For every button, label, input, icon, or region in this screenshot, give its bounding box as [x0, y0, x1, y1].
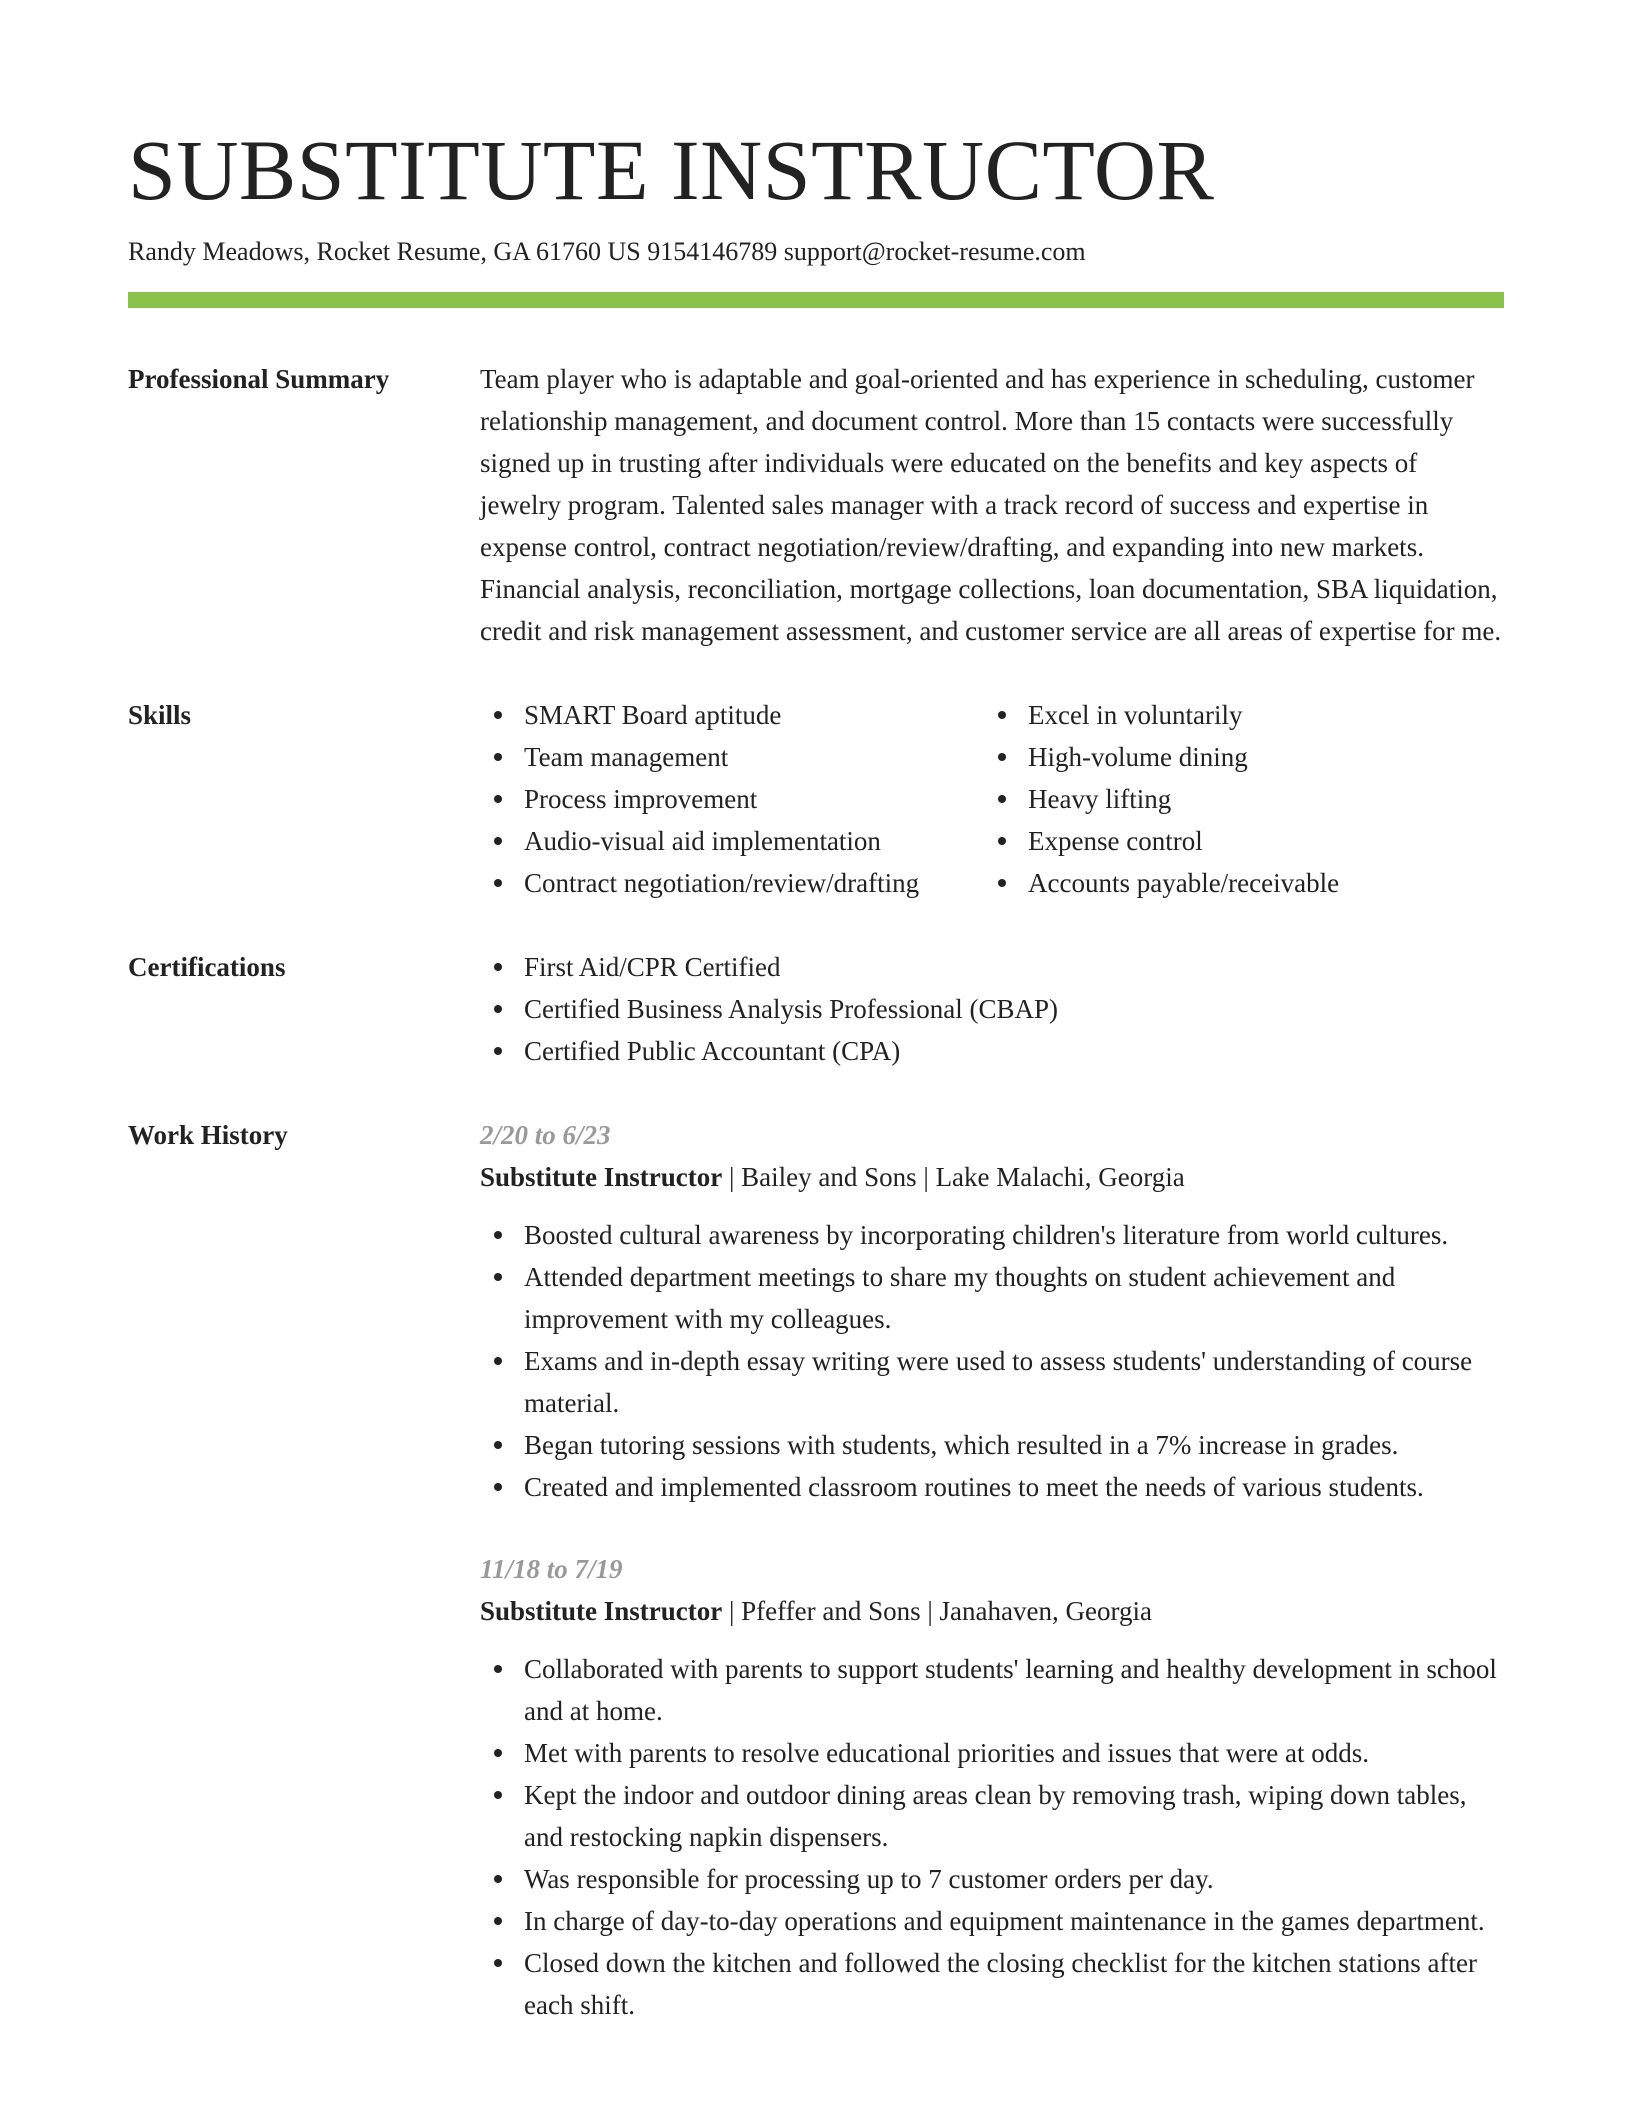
job-bullet-text: Was responsible for processing up to 7 customer orders per day. — [524, 1864, 1214, 1894]
job-bullet — [480, 1648, 1504, 1732]
bullet-dot-icon — [494, 1791, 502, 1799]
skill-item — [984, 862, 1339, 904]
job-bullet-text: Met with parents to resolve educational priorities and issues that were at odds. — [524, 1738, 1370, 1768]
skill-item — [984, 736, 1339, 778]
skills-column-right — [984, 694, 1339, 904]
job-bullet — [480, 1424, 1504, 1466]
skill-item — [984, 694, 1339, 736]
skill-item — [480, 862, 984, 904]
job-bullet-text: Created and implemented classroom routines to meet the needs of various students. — [524, 1472, 1424, 1502]
job-bullet — [480, 1942, 1504, 2026]
job-bullet-text: Boosted cultural awareness by incorporating children's literature from world cultures. — [524, 1220, 1449, 1250]
skills-body — [480, 694, 1504, 904]
bullet-dot-icon — [494, 1005, 502, 1013]
work-history-body — [480, 1114, 1504, 2026]
job-bullet — [480, 1774, 1504, 1858]
job-dates: 11/18 to 7/19 — [480, 1554, 623, 1584]
bullet-dot-icon — [998, 837, 1006, 845]
job-bullets — [480, 1648, 1504, 2026]
summary-body — [480, 358, 1504, 652]
skill-item-text: High-volume dining — [1028, 742, 1248, 772]
bullet-dot-icon — [494, 1231, 502, 1239]
job-bullet-text: In charge of day-to-day operations and equipment maintenance in the games department. — [524, 1906, 1485, 1936]
job-bullet — [480, 1340, 1504, 1424]
skills-column-left — [480, 694, 984, 904]
job-title: Substitute Instructor — [480, 1596, 723, 1626]
summary-text: Team player who is adaptable and goal-oriented and has experience in scheduling, customer relationship management, and document control. More than 15 contacts were successfully signed up in trusting after individuals were educated on the benefits and key aspects of jewelry program. Talented sales manager with a track record of success and expertise in expense control, contract negotiation/review/drafting, and expanding into new markets. Financial analysis, reconciliation, mortgage collections, loan documentation, SBA liquidation, credit and risk management assessment, and customer service are all areas of expertise for me. — [480, 364, 1502, 646]
job-entry — [480, 1548, 1504, 2026]
bullet-dot-icon — [494, 1357, 502, 1365]
job-bullet — [480, 1466, 1504, 1508]
bullet-dot-icon — [494, 1959, 502, 1967]
skill-item — [480, 778, 984, 820]
skills-grid — [480, 694, 1504, 904]
bullet-dot-icon — [494, 963, 502, 971]
bullet-dot-icon — [494, 879, 502, 887]
professional-summary-section — [128, 358, 1504, 652]
bullet-dot-icon — [494, 1917, 502, 1925]
bullet-dot-icon — [494, 837, 502, 845]
certifications-body — [480, 946, 1504, 1072]
bullet-dot-icon — [494, 1047, 502, 1055]
bullet-dot-icon — [494, 1875, 502, 1883]
job-bullet — [480, 1900, 1504, 1942]
contact-info: Randy Meadows, Rocket Resume, GA 61760 US 9154146789 support@rocket-resume.com — [128, 237, 1086, 266]
job-bullet-text: Exams and in-depth essay writing were used to assess students' understanding of course material. — [524, 1346, 1473, 1418]
certification-item — [480, 1030, 1504, 1072]
certification-item — [480, 946, 1504, 988]
bullet-dot-icon — [998, 795, 1006, 803]
skill-item — [984, 778, 1339, 820]
skill-item-text: Expense control — [1028, 826, 1203, 856]
certification-item — [480, 988, 1504, 1030]
job-bullet-text: Closed down the kitchen and followed the closing checklist for the kitchen stations after each shift. — [524, 1948, 1478, 2020]
job-title: Substitute Instructor — [480, 1162, 723, 1192]
section-heading-skills: Skills — [128, 700, 192, 730]
job-bullet-text: Kept the indoor and outdoor dining areas clean by removing trash, wiping down tables, and restocking napkin dispensers. — [524, 1780, 1467, 1852]
bullet-dot-icon — [494, 1665, 502, 1673]
certification-item-text: First Aid/CPR Certified — [524, 952, 781, 982]
accent-divider — [128, 292, 1504, 308]
job-header — [480, 1590, 1504, 1632]
bullet-dot-icon — [494, 1483, 502, 1491]
skill-item — [480, 736, 984, 778]
job-bullet — [480, 1858, 1504, 1900]
job-employer-location: | Bailey and Sons | Lake Malachi, Georgia — [722, 1162, 1185, 1192]
skill-item — [984, 820, 1339, 862]
section-heading-work-history: Work History — [128, 1120, 288, 1150]
bullet-dot-icon — [494, 753, 502, 761]
skill-item-text: Excel in voluntarily — [1028, 700, 1243, 730]
skill-item — [480, 694, 984, 736]
bullet-dot-icon — [494, 1749, 502, 1757]
job-bullet-text: Began tutoring sessions with students, which resulted in a 7% increase in grades. — [524, 1430, 1399, 1460]
bullet-dot-icon — [998, 879, 1006, 887]
certification-item-text: Certified Public Accountant (CPA) — [524, 1036, 901, 1066]
skill-item-text: Team management — [524, 742, 729, 772]
skill-item-text: Accounts payable/receivable — [1028, 868, 1340, 898]
job-entry — [480, 1114, 1504, 1508]
bullet-dot-icon — [494, 1441, 502, 1449]
skill-item-text: Contract negotiation/review/drafting — [524, 868, 920, 898]
bullet-dot-icon — [998, 711, 1006, 719]
job-bullet-text: Collaborated with parents to support students' learning and healthy development in school and at home. — [524, 1654, 1497, 1726]
section-heading-certifications: Certifications — [128, 952, 286, 982]
bullet-dot-icon — [494, 795, 502, 803]
skill-item — [480, 820, 984, 862]
job-bullets — [480, 1214, 1504, 1508]
certifications-section — [128, 946, 1504, 1072]
certifications-list — [480, 946, 1504, 1072]
bullet-dot-icon — [494, 711, 502, 719]
resume-title: SUBSTITUTE INSTRUCTOR — [128, 122, 1215, 218]
work-history-section — [128, 1114, 1504, 2026]
section-heading-summary: Professional Summary — [128, 364, 390, 394]
certification-item-text: Certified Business Analysis Professional (CBAP) — [524, 994, 1058, 1024]
job-bullet — [480, 1732, 1504, 1774]
skills-section — [128, 694, 1504, 904]
resume-page — [128, 0, 1504, 2026]
skill-item-text: Audio-visual aid implementation — [524, 826, 881, 856]
skill-item-text: SMART Board aptitude — [524, 700, 782, 730]
job-bullet-text: Attended department meetings to share my thoughts on student achievement and improvement with my colleagues. — [524, 1262, 1396, 1334]
skill-item-text: Heavy lifting — [1028, 784, 1172, 814]
bullet-dot-icon — [494, 1273, 502, 1281]
skill-item-text: Process improvement — [524, 784, 758, 814]
job-dates: 2/20 to 6/23 — [480, 1120, 611, 1150]
job-header — [480, 1156, 1504, 1198]
job-bullet — [480, 1214, 1504, 1256]
bullet-dot-icon — [998, 753, 1006, 761]
job-bullet — [480, 1256, 1504, 1340]
job-employer-location: | Pfeffer and Sons | Janahaven, Georgia — [722, 1596, 1152, 1626]
